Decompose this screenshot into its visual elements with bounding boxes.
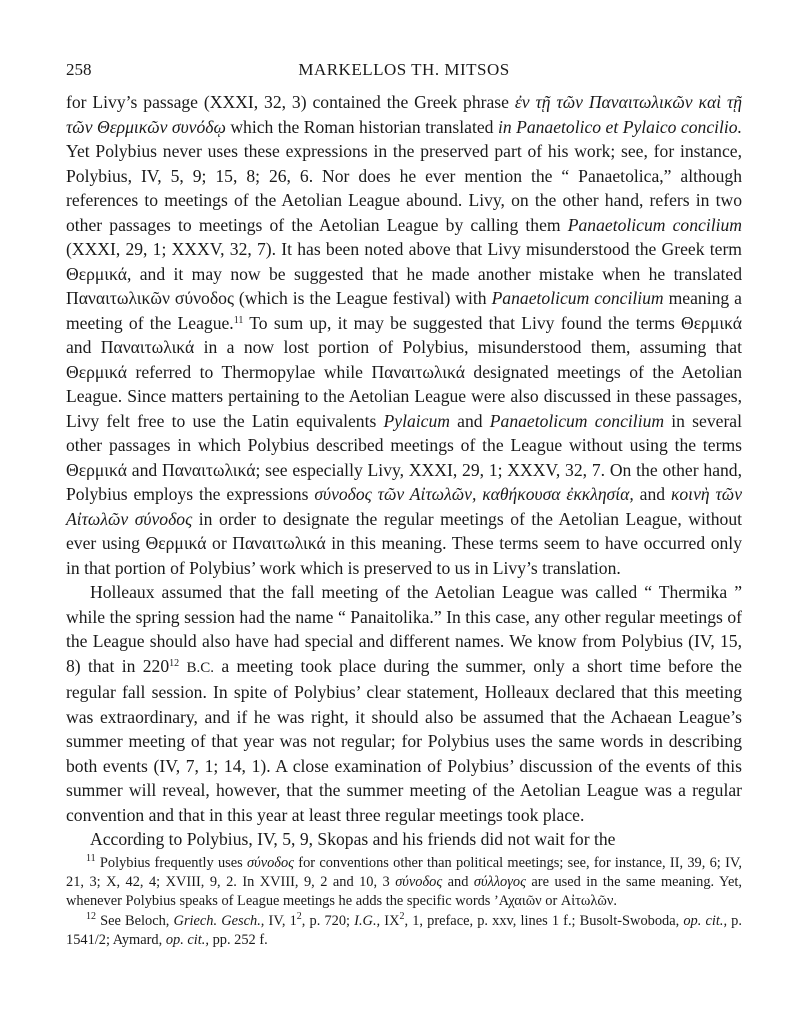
- body-text: [66, 90, 742, 852]
- footnote-ref-11: 11: [233, 314, 244, 326]
- footnote-12: $^{12}$ See Beloch, Griech. Gesch., IV, $1^2$, p. 720; I.G., $IX^2$, 1, preface, p. xxv, lines 1 f.; Busolt-Swoboda, op. cit., p. 1541/2; Aymard, op. cit., pp. 252 f.: [66, 911, 742, 948]
- page-number: 258: [66, 60, 92, 79]
- paragraph: Holleaux assumed that the fall meeting of the Aetolian League was called “ Thermika ” while the spring session had the name “ Panaitolika.” In this case, any other regular meetings of the League should also have had special and different names. We know from Polybius (IV, 15, 8) that in $220^{12}$ B.C. a meeting took place during the summer, only a short time before the regular fall session. In spite of Polybius’ clear statement, Holleaux declared that this meeting was extraordinary, and if he was right, it should also be assumed that the Achaean League’s summer meeting of that year was not regular; for Polybius uses the same words in describing both events (IV, 7, 1; 14, 1). A close examination of Polybius’ discussion of the events of this summer will reveal, however, that the summer meeting of the Aetolian League was a regular convention and that in this year at least three regular meetings took place.: [66, 582, 742, 825]
- running-head: MARKELLOS TH. MITSOS: [298, 60, 510, 79]
- paragraph: for Livy’s passage (XXXI, 32, 3) contained the Greek phrase ἐν τῇ τῶν Παναιτωλικῶν καὶ τῇ τῶν Θερμικῶν συνόδῳ which the Roman historian translated in Panaetolico et Pylaico concilio. Yet Polybius never uses these expressions in the preserved part of his work; see, for instance, Polybius, IV, 5, 9; 15, 8; 26, 6. Nor does he ever mention the “ Panaetolica,” although references to meetings of the Aetolian League abound. Livy, on the other hand, refers in two other passages to meetings of the Aetolian League by calling them Panaetolicum concilium (XXXI, 29, 1; XXXV, 32, 7). It has been noted above that Livy misunderstood the Greek term Θερμικά, and it may now be suggested that he made another mistake when he translated Παναιτωλικῶν σύνοδος (which is the League festival) with Panaetolicum concilium meaning a meeting of the League.$^{11}$ To sum up, it may be suggested that Livy found the terms Θερμικά and Παναιτωλικά in a now lost portion of Polybius, misunderstood them, assuming that Θερμικά referred to Thermopylae while Παναιτωλικά designated meetings of the Aetolian League. Since matters pertaining to the Aetolian League were also discussed in these passages, Livy felt free to use the Latin equivalents Pylaicum and Panaetolicum concilium in several other passages in which Polybius described meetings of the League without using the terms Θερμικά and Παναιτωλικά; see especially Livy, XXXI, 29, 1; XXXV, 32, 7. On the other hand, Polybius employs the expressions σύνοδος τῶν Αἰτωλῶν, καθήκουσα ἐκκλησία, and κοινὴ τῶν Αἰτωλῶν σύνοδος in order to designate the regular meetings of the Aetolian League, without ever using Θερμικά or Παναιτωλικά in this meaning. These terms seem to have occurred only in that portion of Polybius’ work which is preserved to us in Livy’s translation.: [66, 92, 743, 578]
- paragraph: According to Polybius, IV, 5, 9, Skopas and his friends did not wait for the: [90, 829, 616, 849]
- footnote-ref-12: 12: [169, 657, 180, 669]
- page-header: [66, 60, 742, 84]
- footnote-11: $^{11}$ Polybius frequently uses σύνοδος for conventions other than political meetings; see, for instance, II, 39, 6; IV, 21, 3; X, 42, 4; XVIII, 9, 2. In XVIII, 9, 2 and 10, 3 σύνοδος and σύλλογος are used in the same meaning. Yet, whenever Polybius speaks of League meetings he adds the specific words ’Αχαιῶν or Αἰτωλῶν.: [66, 853, 742, 909]
- footnotes: [66, 854, 742, 951]
